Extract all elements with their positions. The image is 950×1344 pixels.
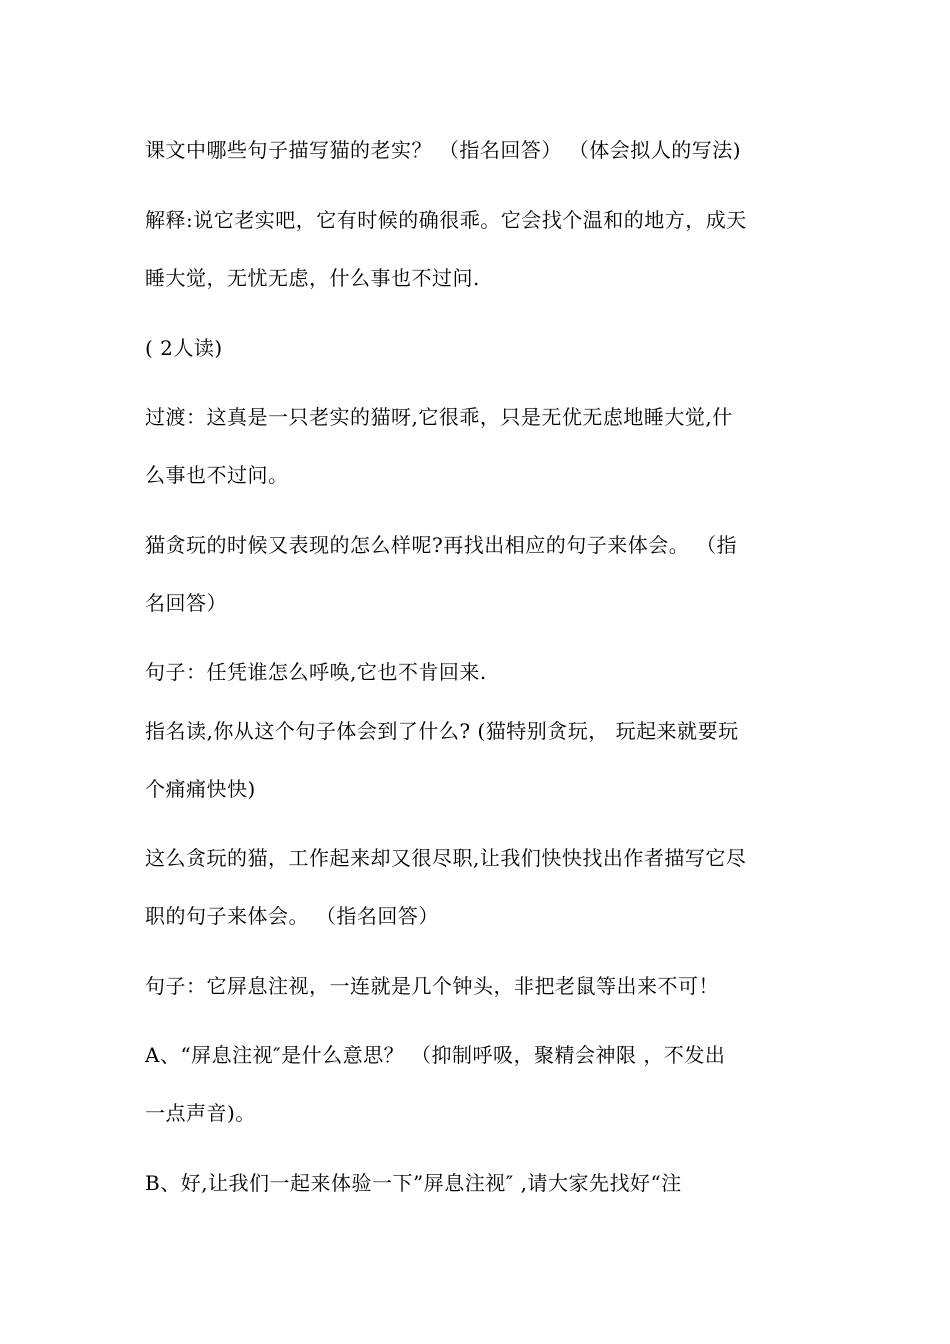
text-line: 指名读,你从这个句子体会到了什么? (猫特别贪玩， 玩起来就要玩 <box>145 719 739 743</box>
text-line: ( 2人读) <box>145 336 223 360</box>
text-line: 课文中哪些句子描写猫的老实？ （指名回答） （体会拟人的写法) <box>145 138 742 162</box>
text-line: 职的句子来体会。 （指名回答） <box>145 904 439 928</box>
text-line: 名回答） <box>145 591 227 615</box>
text-line: 句子：它屏息注视，一连就是几个钟头，非把老鼠等出来不可！ <box>145 974 719 998</box>
text-line: B、好,让我们一起来体验一下”屏息注视″ ,请大家先找好“注 <box>145 1171 682 1195</box>
text-line: 个痛痛快快) <box>145 777 256 801</box>
text-line: 解释:说它老实吧，它有时候的确很乖。它会找个温和的地方，成天 <box>145 208 747 232</box>
text-line: 一点声音)。 <box>145 1101 256 1125</box>
text-line: 句子：任凭谁怎么呼唤,它也不肯回来. <box>145 660 487 684</box>
text-line: 过渡：这真是一只老实的猫呀,它很乖，只是无优无虑地睡大觉,什 <box>145 405 733 429</box>
text-line: 这么贪玩的猫，工作起来却又很尽职,让我们快快找出作者描写它尽 <box>145 846 747 870</box>
text-line: A、“屏息注视″是什么意思？ （抑制呼吸，聚精会神限 ，不发出 <box>145 1043 726 1067</box>
text-line: 么事也不过问。 <box>145 463 289 487</box>
text-line: 睡大觉，无忧无虑，什么事也不过问. <box>145 266 480 290</box>
text-line: 猫贪玩的时候又表现的怎么样呢?再找出相应的句子来体会。 （指 <box>145 533 738 557</box>
